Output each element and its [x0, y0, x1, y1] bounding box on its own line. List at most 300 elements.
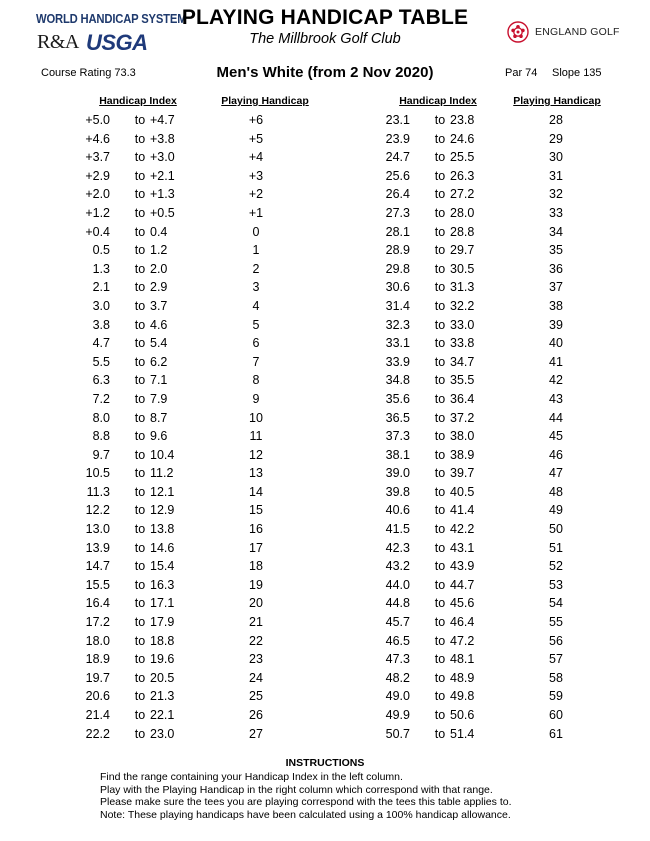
table-row: [0, 429, 650, 448]
handicap-index-from: 33.9: [385, 354, 410, 369]
to-label: to: [434, 261, 446, 276]
handicap-index-from: 19.7: [85, 670, 110, 685]
handicap-index-from: 45.7: [385, 615, 410, 630]
to-label: to: [434, 280, 446, 295]
handicap-index-to: 5.4: [150, 336, 168, 351]
to-label: to: [434, 559, 446, 574]
handicap-index-from: 21.4: [85, 708, 110, 722]
handicap-index-to: 8.7: [150, 410, 168, 425]
handicap-index-from: 35.6: [385, 391, 410, 406]
to-label: to: [434, 577, 446, 592]
handicap-index-from: 3.0: [92, 298, 110, 313]
playing-handicap-value: 20: [249, 596, 263, 611]
handicap-index-from: 7.2: [92, 391, 110, 406]
handicap-index-to: 31.3: [450, 280, 475, 295]
handicap-index-from: 23.9: [385, 131, 410, 146]
to-label: to: [134, 298, 146, 313]
table-row: [0, 150, 650, 169]
playing-handicap-value: 16: [249, 522, 263, 537]
handicap-index-from: +2.9: [85, 168, 110, 183]
handicap-index-from: 46.5: [385, 633, 410, 648]
handicap-index-from: 44.8: [385, 596, 410, 611]
handicap-index-to: 3.7: [150, 298, 168, 313]
to-label: to: [434, 615, 446, 630]
handicap-index-from: 30.6: [385, 280, 410, 295]
playing-handicap-value: 35: [549, 243, 563, 258]
handicap-index-from: +0.4: [85, 224, 110, 239]
playing-handicap-value: 2: [252, 261, 260, 276]
to-label: to: [434, 187, 446, 202]
handicap-index-to: 42.2: [450, 522, 475, 537]
handicap-index-to: 28.8: [450, 224, 475, 239]
table-row: [0, 187, 650, 206]
playing-handicap-value: 5: [252, 317, 260, 332]
playing-handicap-value: +2: [248, 187, 264, 202]
to-label: to: [134, 336, 146, 351]
handicap-index-to: 0.4: [150, 224, 168, 239]
to-label: to: [134, 317, 146, 332]
playing-handicap-value: 48: [549, 484, 563, 499]
slope-value: Slope 135: [552, 67, 602, 79]
playing-handicap-value: 40: [549, 336, 563, 351]
left-handicap-index-header: Handicap Index: [99, 95, 177, 107]
to-label: to: [134, 243, 146, 258]
table-row: [0, 132, 650, 151]
handicap-index-from: 38.1: [385, 447, 410, 462]
handicap-index-to: 26.3: [450, 168, 475, 183]
playing-handicap-value: 18: [249, 559, 263, 574]
playing-handicap-value: 22: [249, 633, 263, 648]
handicap-index-to: 18.8: [150, 633, 175, 648]
instructions-title: INSTRUCTIONS: [285, 757, 365, 769]
playing-handicap-value: 15: [249, 503, 263, 518]
right-playing-handicap-header: Playing Handicap: [513, 95, 601, 107]
handicap-index-from: 12.2: [85, 503, 110, 518]
playing-handicap-value: 36: [549, 261, 563, 276]
handicap-index-from: 8.0: [92, 410, 110, 425]
to-label: to: [434, 168, 446, 183]
table-row: [0, 596, 650, 615]
handicap-index-to: 9.6: [150, 429, 168, 444]
handicap-index-to: 29.7: [450, 243, 475, 258]
handicap-index-to: 2.9: [150, 280, 168, 295]
playing-handicap-value: 50: [549, 522, 563, 537]
playing-handicap-value: +1: [248, 205, 264, 220]
to-label: to: [434, 708, 446, 722]
handicap-index-from: 31.4: [385, 298, 410, 313]
handicap-index-to: 48.9: [450, 670, 475, 685]
handicap-index-to: 39.7: [450, 466, 475, 481]
handicap-index-to: 23.0: [150, 726, 175, 741]
par-value: Par 74: [505, 67, 538, 79]
handicap-table: [0, 113, 650, 745]
handicap-index-to: 47.2: [450, 633, 475, 648]
handicap-index-from: +5.0: [85, 113, 110, 127]
handicap-index-to: 7.1: [150, 373, 168, 388]
to-label: to: [134, 615, 146, 630]
table-row: [0, 448, 650, 467]
handicap-index-to: 10.4: [150, 447, 175, 462]
to-label: to: [134, 447, 146, 462]
handicap-index-to: 11.2: [150, 466, 174, 481]
playing-handicap-value: 29: [549, 131, 563, 146]
handicap-index-from: +2.0: [85, 187, 110, 202]
handicap-index-to: 22.1: [150, 708, 175, 722]
to-label: to: [434, 540, 446, 555]
handicap-index-from: 2.1: [92, 280, 110, 295]
handicap-index-to: 27.2: [450, 187, 475, 202]
playing-handicap-value: 8: [252, 373, 260, 388]
instruction-line: Play with the Playing Handicap in the right column which correspond with that range.: [100, 783, 493, 796]
to-label: to: [134, 484, 146, 499]
playing-handicap-value: 55: [549, 615, 563, 630]
to-label: to: [434, 205, 446, 220]
instruction-line: Note: These playing handicaps have been calculated using a 100% handicap allowance.: [100, 808, 511, 821]
to-label: to: [434, 298, 446, 313]
table-row: [0, 225, 650, 244]
to-label: to: [434, 373, 446, 388]
handicap-index-from: 9.7: [92, 447, 110, 462]
playing-handicap-value: 42: [549, 373, 563, 388]
playing-handicap-value: 4: [252, 298, 260, 313]
handicap-index-to: +2.1: [150, 168, 175, 183]
handicap-index-to: 24.6: [450, 131, 475, 146]
handicap-index-from: 27.3: [385, 205, 410, 220]
playing-handicap-value: 1: [252, 243, 260, 258]
playing-handicap-value: 14: [249, 484, 263, 499]
table-row: [0, 522, 650, 541]
handicap-index-from: 3.8: [92, 317, 110, 332]
handicap-index-to: +1.3: [150, 187, 175, 202]
table-row: [0, 169, 650, 188]
handicap-index-from: 22.2: [85, 726, 110, 741]
to-label: to: [134, 633, 146, 648]
handicap-index-to: 23.8: [450, 113, 475, 127]
handicap-index-from: 15.5: [85, 577, 110, 592]
to-label: to: [434, 410, 446, 425]
playing-handicap-value: 52: [549, 559, 563, 574]
playing-handicap-value: +5: [248, 131, 264, 146]
table-row: [0, 373, 650, 392]
playing-handicap-value: 61: [549, 726, 563, 741]
handicap-index-from: 14.7: [85, 559, 110, 574]
to-label: to: [134, 596, 146, 611]
handicap-index-from: 18.9: [85, 652, 110, 667]
handicap-index-from: +1.2: [85, 205, 110, 220]
to-label: to: [134, 652, 146, 667]
handicap-index-from: 47.3: [385, 652, 410, 667]
playing-handicap-value: 19: [249, 577, 263, 592]
handicap-index-from: 4.7: [92, 336, 110, 351]
table-row: [0, 299, 650, 318]
handicap-index-from: 44.0: [385, 577, 410, 592]
to-label: to: [434, 224, 446, 239]
playing-handicap-value: +6: [248, 113, 264, 127]
to-label: to: [434, 484, 446, 499]
handicap-index-to: 50.6: [450, 708, 475, 722]
table-row: [0, 652, 650, 671]
handicap-index-from: 1.3: [92, 261, 110, 276]
playing-handicap-value: 45: [549, 429, 563, 444]
handicap-index-from: 5.5: [92, 354, 110, 369]
playing-handicap-value: 23: [249, 652, 263, 667]
playing-handicap-value: 49: [549, 503, 563, 518]
handicap-index-from: 25.6: [385, 168, 410, 183]
handicap-index-to: 44.7: [450, 577, 475, 592]
handicap-index-from: 41.5: [385, 522, 410, 537]
handicap-index-from: 20.6: [85, 689, 110, 704]
to-label: to: [134, 187, 146, 202]
handicap-index-to: 20.5: [150, 670, 175, 685]
handicap-index-to: 16.3: [150, 577, 175, 592]
playing-handicap-value: 26: [249, 708, 263, 722]
handicap-index-to: 25.5: [450, 150, 475, 165]
playing-handicap-value: 3: [252, 280, 260, 295]
to-label: to: [434, 522, 446, 537]
handicap-index-to: 2.0: [150, 261, 168, 276]
handicap-index-from: 39.8: [385, 484, 410, 499]
handicap-index-from: 26.4: [385, 187, 410, 202]
table-row: [0, 578, 650, 597]
to-label: to: [134, 429, 146, 444]
handicap-index-to: 17.1: [150, 596, 175, 611]
playing-handicap-value: 57: [549, 652, 563, 667]
handicap-index-from: 6.3: [92, 373, 110, 388]
handicap-index-to: 13.8: [150, 522, 175, 537]
handicap-index-from: 13.0: [85, 522, 110, 537]
instruction-line: Please make sure the tees you are playing correspond with the tees this table applies to.: [100, 796, 512, 808]
playing-handicap-value: 17: [249, 540, 263, 555]
england-golf-logo-text: ENGLAND GOLF: [535, 26, 620, 38]
playing-handicap-value: 32: [549, 187, 563, 202]
to-label: to: [134, 373, 146, 388]
tee-subtitle: Men's White (from 2 Nov 2020): [216, 64, 434, 81]
handicap-index-to: 19.6: [150, 652, 175, 667]
playing-handicap-value: 51: [549, 540, 563, 555]
to-label: to: [434, 354, 446, 369]
handicap-index-from: 37.3: [385, 429, 410, 444]
playing-handicap-value: 33: [549, 205, 563, 220]
table-row: [0, 671, 650, 690]
handicap-index-from: 13.9: [85, 540, 110, 555]
to-label: to: [434, 429, 446, 444]
playing-handicap-value: 44: [549, 410, 563, 425]
table-row: [0, 280, 650, 299]
instructions-text: [100, 771, 512, 821]
handicap-index-from: 29.8: [385, 261, 410, 276]
page-title: PLAYING HANDICAP TABLE: [181, 6, 469, 29]
ra-logo: R&A: [37, 31, 79, 53]
table-row: [0, 392, 650, 411]
to-label: to: [434, 391, 446, 406]
playing-handicap-value: 10: [249, 410, 263, 425]
handicap-index-from: 50.7: [385, 726, 410, 741]
to-label: to: [434, 689, 446, 704]
handicap-index-to: 1.2: [150, 243, 168, 258]
handicap-index-from: 32.3: [385, 317, 410, 332]
handicap-index-from: 10.5: [85, 466, 110, 481]
to-label: to: [434, 447, 446, 462]
playing-handicap-value: 43: [549, 391, 563, 406]
handicap-index-to: 48.1: [450, 652, 475, 667]
handicap-index-from: 48.2: [385, 670, 410, 685]
handicap-index-to: 46.4: [450, 615, 475, 630]
table-row: [0, 485, 650, 504]
playing-handicap-value: 27: [249, 726, 263, 741]
handicap-index-from: 11.3: [86, 484, 110, 499]
handicap-index-to: 12.9: [150, 503, 175, 518]
handicap-index-to: +3.0: [150, 150, 175, 165]
handicap-index-to: 49.8: [450, 689, 475, 704]
playing-handicap-value: 53: [549, 577, 563, 592]
right-handicap-index-header: Handicap Index: [399, 95, 477, 107]
handicap-index-to: 35.5: [450, 373, 475, 388]
to-label: to: [134, 261, 146, 276]
handicap-index-to: 15.4: [150, 559, 175, 574]
handicap-index-from: 33.1: [385, 336, 410, 351]
playing-handicap-value: 21: [249, 615, 263, 630]
handicap-index-from: 16.4: [85, 596, 110, 611]
handicap-index-to: +3.8: [150, 131, 175, 146]
to-label: to: [434, 652, 446, 667]
table-row: [0, 541, 650, 560]
handicap-index-to: 17.9: [150, 615, 175, 630]
to-label: to: [134, 466, 146, 481]
table-row: [0, 559, 650, 578]
to-label: to: [434, 336, 446, 351]
table-row: [0, 243, 650, 262]
handicap-index-to: 14.6: [150, 540, 175, 555]
to-label: to: [434, 503, 446, 518]
handicap-index-to: 34.7: [450, 354, 475, 369]
handicap-index-to: +0.5: [150, 205, 175, 220]
to-label: to: [134, 205, 146, 220]
course-rating: Course Rating 73.3: [41, 67, 136, 79]
handicap-index-to: 32.2: [450, 298, 475, 313]
playing-handicap-value: 60: [549, 708, 563, 722]
playing-handicap-value: +3: [248, 168, 264, 183]
to-label: to: [434, 596, 446, 611]
to-label: to: [434, 243, 446, 258]
handicap-index-to: 28.0: [450, 205, 475, 220]
usga-logo: USGA: [86, 30, 148, 55]
handicap-index-from: 28.1: [385, 224, 410, 239]
to-label: to: [134, 410, 146, 425]
table-row: [0, 336, 650, 355]
handicap-index-to: 6.2: [150, 354, 168, 369]
table-row: [0, 206, 650, 225]
playing-handicap-value: 7: [252, 354, 260, 369]
table-row: [0, 113, 650, 132]
handicap-index-from: 43.2: [385, 559, 410, 574]
table-row: [0, 503, 650, 522]
to-label: to: [434, 113, 446, 127]
table-row: [0, 355, 650, 374]
playing-handicap-value: 54: [549, 596, 563, 611]
handicap-index-to: 40.5: [450, 484, 475, 499]
handicap-index-from: 24.7: [385, 150, 410, 165]
playing-handicap-value: 34: [549, 224, 563, 239]
playing-handicap-value: 6: [252, 336, 260, 351]
table-row: [0, 262, 650, 281]
playing-handicap-value: 11: [249, 429, 263, 444]
handicap-index-to: 45.6: [450, 596, 475, 611]
playing-handicap-value: 31: [549, 168, 563, 183]
playing-handicap-value: 28: [549, 113, 563, 127]
table-row: [0, 615, 650, 634]
to-label: to: [134, 354, 146, 369]
world-handicap-system-logo-text: WORLD HANDICAP SYSTEM: [36, 12, 187, 26]
to-label: to: [134, 224, 146, 239]
handicap-index-from: 49.0: [385, 689, 410, 704]
handicap-index-from: +4.6: [85, 131, 110, 146]
handicap-index-from: +3.7: [85, 150, 110, 165]
playing-handicap-value: 25: [249, 689, 263, 704]
playing-handicap-value: 39: [549, 317, 563, 332]
to-label: to: [434, 633, 446, 648]
handicap-index-to: 30.5: [450, 261, 475, 276]
handicap-index-to: 12.1: [150, 484, 175, 499]
handicap-index-from: 42.3: [385, 540, 410, 555]
to-label: to: [134, 131, 146, 146]
handicap-index-to: 21.3: [150, 689, 175, 704]
handicap-index-from: 18.0: [85, 633, 110, 648]
to-label: to: [134, 670, 146, 685]
handicap-index-to: 41.4: [450, 503, 475, 518]
to-label: to: [434, 670, 446, 685]
playing-handicap-value: 38: [549, 298, 563, 313]
table-row: [0, 708, 650, 727]
playing-handicap-value: 0: [252, 224, 260, 239]
handicap-index-to: +4.7: [150, 113, 175, 127]
to-label: to: [134, 540, 146, 555]
playing-handicap-value: 59: [549, 689, 563, 704]
handicap-index-from: 34.8: [385, 373, 410, 388]
playing-handicap-value: 37: [549, 280, 563, 295]
club-name: The Millbrook Golf Club: [249, 31, 401, 47]
table-row: [0, 466, 650, 485]
handicap-index-to: 43.9: [450, 559, 475, 574]
to-label: to: [434, 317, 446, 332]
table-row: [0, 318, 650, 337]
handicap-index-from: 28.9: [385, 243, 410, 258]
to-label: to: [134, 168, 146, 183]
handicap-index-from: 36.5: [385, 410, 410, 425]
to-label: to: [434, 466, 446, 481]
table-row: [0, 634, 650, 653]
playing-handicap-value: 56: [549, 633, 563, 648]
playing-handicap-value: 30: [549, 150, 563, 165]
playing-handicap-value: +4: [248, 150, 264, 165]
handicap-index-to: 38.0: [450, 429, 475, 444]
handicap-index-to: 33.8: [450, 336, 475, 351]
to-label: to: [134, 689, 146, 704]
table-row: [0, 727, 650, 746]
playing-handicap-value: 9: [252, 391, 260, 406]
to-label: to: [134, 559, 146, 574]
table-row: [0, 689, 650, 708]
to-label: to: [134, 726, 146, 741]
handicap-index-from: 23.1: [385, 113, 410, 127]
to-label: to: [434, 726, 446, 741]
handicap-index-to: 51.4: [450, 726, 475, 741]
to-label: to: [134, 522, 146, 537]
handicap-index-to: 43.1: [450, 540, 475, 555]
playing-handicap-value: 12: [249, 447, 263, 462]
handicap-index-from: 40.6: [385, 503, 410, 518]
to-label: to: [434, 131, 446, 146]
playing-handicap-value: 41: [549, 354, 563, 369]
